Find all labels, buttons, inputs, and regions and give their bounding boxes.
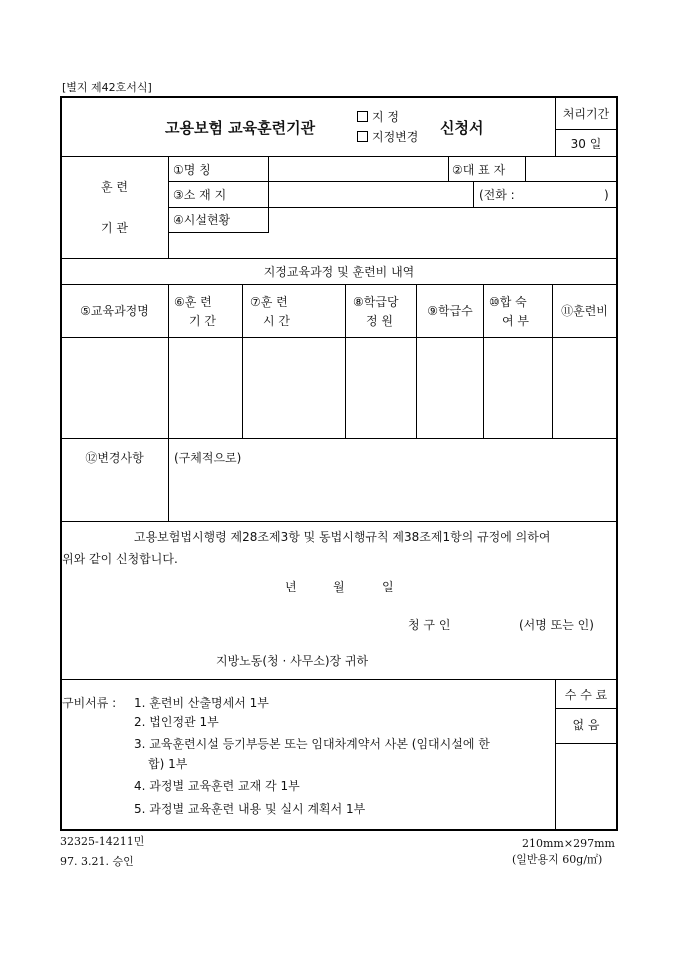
header-training-period: ⑥훈 련 (174, 295, 212, 309)
training-period-cell[interactable] (169, 338, 242, 438)
attachments-label: 구비서류 : (62, 696, 117, 710)
header-training-fee: ⑪훈련비 (561, 304, 608, 318)
courses-title: 지정교육과정 및 훈련비 내역 (263, 265, 415, 279)
representative-label: ②대 표 자 (452, 163, 506, 177)
changes-label: ⑫변경사항 (85, 451, 144, 465)
divider (61, 284, 617, 285)
declaration-line-1: 고용보험법시행령 제28조제3항 및 동법시행규칙 제38조제1항의 규정에 의하여 (134, 530, 551, 544)
form-title-suffix: 신청서 (440, 119, 484, 137)
declaration-line-2: 위와 같이 신청합니다. (62, 552, 178, 566)
divider (473, 181, 474, 207)
option-change[interactable] (357, 131, 418, 143)
header-boarding-2: 여 부 (502, 314, 529, 328)
divider (61, 156, 617, 157)
attachment-item: 5. 과정별 교육훈련 내용 및 실시 계획서 1부 (134, 802, 366, 816)
header-course-name: ⑤교육과정명 (80, 304, 149, 318)
frame-top (60, 96, 618, 98)
attachment-item: 3. 교육훈련시설 등기부등본 또는 임대차계약서 사본 (임대시설에 한 (134, 737, 490, 751)
divider (168, 232, 269, 233)
date-year: 년 (285, 580, 297, 594)
divider (168, 181, 617, 182)
attachment-item: 4. 과정별 교육훈련 교재 각 1부 (134, 779, 300, 793)
fee-value: 없 음 (572, 718, 600, 732)
training-fee-cell[interactable] (553, 338, 616, 438)
form-number: [별지 제42호서식] (62, 81, 152, 94)
fee-label: 수 수 료 (564, 688, 608, 702)
date-day: 일 (382, 580, 394, 594)
class-capacity-cell[interactable] (346, 338, 416, 438)
option-label: 지 정 (372, 110, 399, 124)
date-month: 월 (333, 580, 345, 594)
form-code: 32325-14211민 (60, 835, 145, 848)
training-hours-cell[interactable] (243, 338, 345, 438)
phone-label: (전화 : (479, 188, 515, 202)
addressee: 지방노동(청 · 사무소)장 귀하 (216, 654, 369, 668)
divider (61, 258, 617, 259)
header-class-capacity-2: 정 원 (366, 314, 393, 328)
paper-type: (일반용지 60g/㎡) (512, 853, 603, 866)
divider (555, 679, 556, 829)
option-label: 지정변경 (372, 130, 419, 144)
attachment-item: 2. 법인정관 1부 (134, 715, 219, 729)
phone-close: ) (604, 188, 609, 202)
processing-value: 30 일 (570, 137, 602, 151)
divider (61, 521, 617, 522)
option-designate[interactable] (357, 111, 399, 123)
name-label: ①명 칭 (173, 163, 211, 177)
divider (555, 129, 617, 130)
changes-field[interactable] (169, 470, 616, 520)
address-label: ③소 재 지 (173, 188, 227, 202)
class-count-cell[interactable] (417, 338, 483, 438)
form-title: 고용보험 교육훈련기관 (165, 119, 316, 137)
header-class-capacity: ⑧학급당 (353, 295, 399, 309)
signature-label: (서명 또는 인) (519, 618, 594, 632)
attachment-item: 1. 훈련비 산출명세서 1부 (134, 696, 269, 710)
divider (555, 708, 617, 709)
divider (168, 207, 617, 208)
processing-label: 처리기간 (562, 107, 610, 121)
section-label-institution-1: 훈 련 (101, 180, 128, 194)
checkbox[interactable] (357, 111, 368, 122)
boarding-cell[interactable] (484, 338, 552, 438)
checkbox[interactable] (357, 131, 368, 142)
header-training-hours: ⑦훈 련 (250, 295, 288, 309)
header-boarding: ⑩합 숙 (489, 295, 527, 309)
approval-date: 97. 3.21. 승인 (60, 855, 134, 868)
header-class-count: ⑨학급수 (427, 304, 473, 318)
divider (61, 438, 617, 439)
header-training-hours-2: 시 간 (263, 314, 290, 328)
applicant-label: 청 구 인 (408, 618, 451, 632)
divider (555, 743, 617, 744)
section-label-institution-2: 기 관 (101, 221, 128, 235)
attachment-item-cont: 합) 1부 (148, 757, 188, 771)
course-name-cell[interactable] (61, 338, 168, 438)
divider (448, 156, 449, 182)
frame-bottom (60, 829, 618, 831)
changes-hint: (구체적으로) (174, 451, 242, 465)
divider (525, 156, 526, 182)
header-training-period-2: 기 간 (189, 314, 216, 328)
paper-size: 210mm×297mm (522, 837, 615, 850)
divider (61, 679, 617, 680)
facility-label: ④시설현황 (173, 213, 231, 227)
divider (268, 156, 269, 233)
